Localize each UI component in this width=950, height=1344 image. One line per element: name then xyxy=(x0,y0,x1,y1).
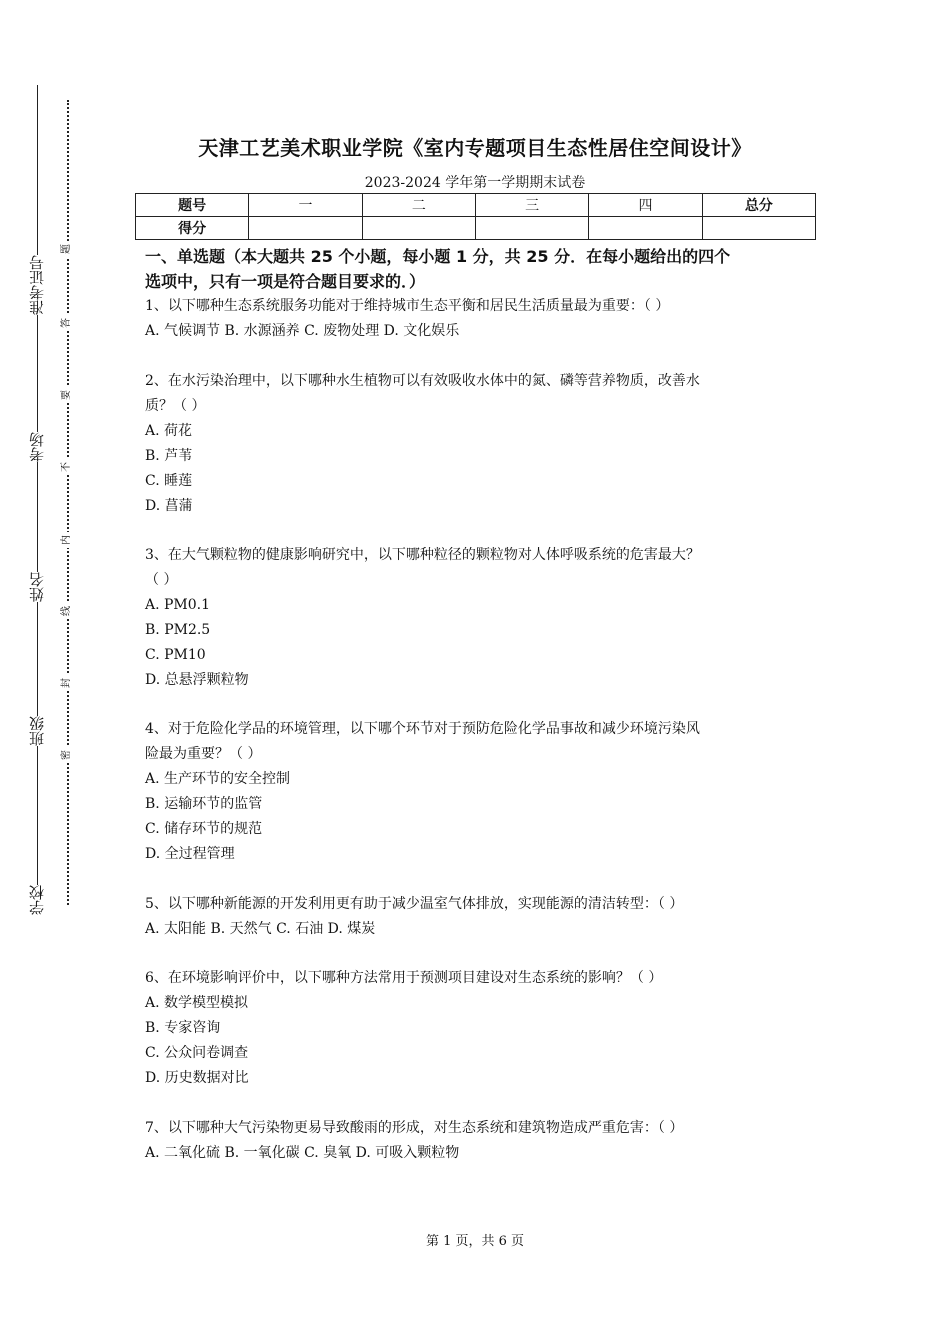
seal-char: 要 xyxy=(60,387,74,403)
option-c: C. 公众问卷调查 xyxy=(145,1045,249,1061)
option-c: C. 睡莲 xyxy=(145,473,193,489)
binding-dotted-line xyxy=(67,100,69,905)
question-3 xyxy=(145,543,815,693)
option-b: B. 专家咨询 xyxy=(145,1020,221,1036)
question-stem: 险最为重要？（ ） xyxy=(145,746,262,762)
question-options: A. 气候调节 B. 水源涵养 C. 废物处理 D. 文化娱乐 xyxy=(145,323,460,339)
seal-char: 封 xyxy=(60,675,74,691)
option-b: B. 运输环节的监管 xyxy=(145,796,263,812)
binding-solid-line xyxy=(37,85,38,905)
question-2 xyxy=(145,369,815,519)
question-stem: 2、在水污染治理中，以下哪种水生植物可以有效吸收水体中的氮、磷等营养物质，改善水 xyxy=(145,373,700,389)
option-a: A. 荷花 xyxy=(145,423,193,439)
score-cell: 一 xyxy=(249,194,362,217)
score-input-cell xyxy=(362,217,475,240)
option-c: C. PM10 xyxy=(145,647,206,663)
page-subtitle: 2023-2024 学年第一学期期末试卷 xyxy=(364,175,586,191)
question-stem: 1、以下哪种生态系统服务功能对于维持城市生态平衡和居民生活质量最为重要：（ ） xyxy=(145,298,670,314)
score-cell: 得分 xyxy=(136,217,249,240)
question-stem: 质？（ ） xyxy=(145,398,206,414)
option-d: D. 全过程管理 xyxy=(145,846,235,862)
option-d: D. 历史数据对比 xyxy=(145,1070,249,1086)
seal-char: 密 xyxy=(60,747,74,763)
section-heading-line: 选项中，只有一项是符合题目要求的．） xyxy=(145,272,426,291)
option-b: B. 芦苇 xyxy=(145,448,193,464)
class-label: 班级 xyxy=(22,716,52,746)
exam-room-label: 考场 xyxy=(22,432,52,462)
seal-char: 线 xyxy=(60,603,74,619)
school-label: 学校 xyxy=(22,885,52,915)
question-6 xyxy=(145,966,815,1091)
question-stem: 5、以下哪种新能源的开发利用更有助于减少温室气体排放，实现能源的清洁转型：（ ） xyxy=(145,896,684,912)
option-c: C. 储存环节的规范 xyxy=(145,821,263,837)
section-heading-line: 一、单选题（本大题共 25 个小题，每小题 1 分，共 25 分．在每小题给出的四个 xyxy=(145,247,731,266)
score-table xyxy=(135,193,816,240)
score-cell: 三 xyxy=(475,194,588,217)
score-input-cell xyxy=(249,217,362,240)
seal-char: 题 xyxy=(60,241,74,257)
binding-margin xyxy=(0,0,90,1344)
option-a: A. 生产环节的安全控制 xyxy=(145,771,291,787)
question-5 xyxy=(145,892,815,942)
score-input-cell xyxy=(475,217,588,240)
question-7 xyxy=(145,1116,815,1166)
score-cell: 总分 xyxy=(702,194,815,217)
question-1 xyxy=(145,294,815,344)
section-heading xyxy=(145,244,815,294)
question-stem: 6、在环境影响评价中，以下哪种方法常用于预测项目建设对生态系统的影响？（ ） xyxy=(145,970,663,986)
score-cell: 题号 xyxy=(136,194,249,217)
score-cell: 四 xyxy=(589,194,702,217)
question-4 xyxy=(145,717,815,867)
score-table-score-row xyxy=(136,217,816,240)
seal-char: 内 xyxy=(60,532,74,548)
option-d: D. 菖蒲 xyxy=(145,498,193,514)
question-options: A. 二氧化硫 B. 一氧化碳 C. 臭氧 D. 可吸入颗粒物 xyxy=(145,1145,460,1161)
seal-char: 不 xyxy=(60,459,74,475)
question-stem: 7、以下哪种大气污染物更易导致酸雨的形成，对生态系统和建筑物造成严重危害：（ ） xyxy=(145,1120,684,1136)
question-stem: 4、对于危险化学品的环境管理，以下哪个环节对于预防危险化学品事故和减少环境污染风 xyxy=(145,721,700,737)
score-input-cell xyxy=(589,217,702,240)
page-footer: 第 1 页，共 6 页 xyxy=(425,1234,525,1249)
option-d: D. 总悬浮颗粒物 xyxy=(145,672,249,688)
option-a: A. 数学模型模拟 xyxy=(145,995,249,1011)
page-title: 天津工艺美术职业学院《室内专题项目生态性居住空间设计》 xyxy=(198,136,752,160)
score-table-header-row xyxy=(136,194,816,217)
score-input-cell xyxy=(702,217,815,240)
question-options: A. 太阳能 B. 天然气 C. 石油 D. 煤炭 xyxy=(145,921,376,937)
exam-id-label: 准考证号 xyxy=(22,255,52,315)
name-label: 姓名 xyxy=(22,572,52,602)
question-stem: 3、在大气颗粒物的健康影响研究中，以下哪种粒径的颗粒物对人体呼吸系统的危害最大？ xyxy=(145,547,700,563)
score-cell: 二 xyxy=(362,194,475,217)
option-b: B. PM2.5 xyxy=(145,622,211,638)
option-a: A. PM0.1 xyxy=(145,597,211,613)
question-stem: （ ） xyxy=(145,572,178,588)
seal-char: 答 xyxy=(60,315,74,331)
